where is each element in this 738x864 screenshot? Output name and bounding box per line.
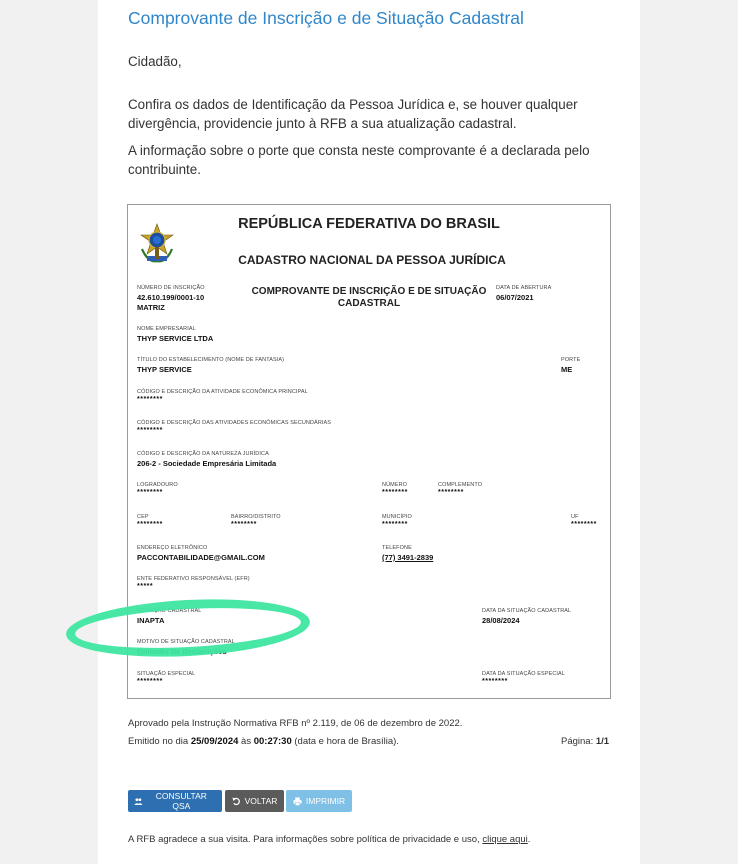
porte-info-paragraph: A informação sobre o porte que consta neste comprovante é a declarada pelo contribuinte. [128, 143, 590, 177]
natureza-label: CÓDIGO E DESCRIÇÃO DA NATUREZA JURÍDICA [137, 451, 269, 457]
logradouro-label: LOGRADOURO [137, 482, 178, 488]
page-number [561, 736, 609, 747]
bairro-label: BAIRRO/DISTRITO [231, 514, 281, 520]
cnpj-header: CADASTRO NACIONAL DA PESSOA JURÍDICA [238, 253, 506, 267]
emitido-date: 25/09/2024 [190, 736, 239, 747]
motivo-label: MOTIVO DE SITUAÇÃO CADASTRAL [137, 639, 235, 645]
consultar-qsa-button[interactable] [128, 790, 222, 812]
republic-header: REPÚBLICA FEDERATIVA DO BRASIL [238, 216, 500, 232]
email-label: ENDEREÇO ELETRÔNICO [137, 545, 208, 551]
email-value: PACCONTABILIDADE@GMAIL.COM [137, 553, 265, 562]
efr-label: ENTE FEDERATIVO RESPONSÁVEL (EFR) [137, 576, 250, 582]
imprimir-button[interactable] [286, 790, 352, 812]
situacao-label: SITUAÇÃO CADASTRAL [137, 608, 202, 614]
data-abertura-value: 06/07/2021 [496, 293, 534, 302]
pagina-value: 1/1 [595, 736, 610, 747]
thanks-sentence: A RFB agradece a sua visita. Para informações sobre política de privacidade e uso, [128, 834, 480, 845]
efr-value: ***** [137, 583, 154, 590]
thanks-text [128, 834, 530, 845]
bairro-value: ******** [231, 521, 257, 528]
uf-value: ******** [571, 521, 597, 528]
emitido-text [128, 736, 399, 747]
fantasia-label: TÍTULO DO ESTABELECIMENTO (NOME DE FANTASIA) [137, 357, 285, 363]
porte-value: ME [561, 365, 573, 374]
emitido-suffix: (data e hora de Brasília). [294, 736, 399, 747]
complemento-value: ******** [438, 489, 464, 496]
data-situacao-especial-label: DATA DA SITUAÇÃO ESPECIAL [482, 671, 565, 677]
porte-label: PORTE [561, 357, 581, 363]
municipio-label: MUNICÍPIO [382, 514, 412, 520]
municipio-value: ******** [382, 521, 408, 528]
atividades-secundarias-value: ******** [137, 427, 163, 434]
certificate-subtitle: COMPROVANTE DE INSCRIÇÃO E DE SITUAÇÃO CADASTRAL [251, 286, 487, 309]
numero-value: ******** [382, 489, 408, 496]
motivo-value: Omissão De Declarações [137, 647, 227, 656]
privacy-link[interactable]: clique aqui [482, 834, 528, 845]
logradouro-value: ******** [137, 489, 163, 496]
numero-inscricao-label: NÚMERO DE INSCRIÇÃO [137, 285, 205, 291]
fantasia-value: THYP SERVICE [137, 365, 192, 374]
emitido-prefix: Emitido no dia [128, 736, 189, 747]
data-situacao-value: 28/08/2024 [482, 616, 520, 625]
instruction-paragraph: Confira os dados de Identificação da Pessoa Jurídica e, se houver qualquer divergência, providencie junto à RFB a sua atualização cadastral. [128, 97, 578, 131]
matriz-value: MATRIZ [137, 303, 165, 312]
page-title: Comprovante de Inscrição e de Situação Cadastral [128, 8, 524, 28]
situacao-especial-value: ******** [137, 678, 163, 685]
telefone-label: TELEFONE [382, 545, 412, 551]
emitido-time: 00:27:30 [253, 736, 292, 747]
numero-inscricao-value: 42.610.199/0001-10 [137, 293, 205, 302]
page-container [98, 0, 640, 864]
data-situacao-label: DATA DA SITUAÇÃO CADASTRAL [482, 608, 572, 614]
situacao-value: INAPTA [137, 616, 165, 625]
data-situacao-especial-value: ******** [482, 678, 508, 685]
greeting-text: Cidadão, [128, 54, 182, 69]
uf-label: UF [571, 514, 579, 520]
numero-label: NÚMERO [382, 482, 408, 488]
voltar-button[interactable] [225, 790, 284, 812]
nome-empresarial-value: THYP SERVICE LTDA [137, 334, 214, 343]
natureza-value: 206-2 - Sociedade Empresária Limitada [137, 459, 277, 468]
atividade-principal-value: ******** [137, 396, 163, 403]
emitido-as: às [241, 736, 252, 747]
imprimir-label: IMPRIMIR [305, 796, 346, 806]
atividade-principal-label: CÓDIGO E DESCRIÇÃO DA ATIVIDADE ECONÔMICA PRINCIPAL [137, 389, 308, 395]
pagina-label: Página: [561, 736, 594, 747]
voltar-label: VOLTAR [244, 796, 278, 806]
users-icon [134, 797, 143, 806]
atividades-secundarias-label: CÓDIGO E DESCRIÇÃO DAS ATIVIDADES ECONÔMICAS SECUNDÁRIAS [137, 420, 332, 426]
cep-value: ******** [137, 521, 163, 528]
telefone-value: (77) 3491-2839 [382, 553, 434, 562]
printer-icon [293, 797, 302, 806]
cep-label: CEP [137, 514, 149, 520]
thanks-end: . [527, 834, 531, 845]
situacao-especial-label: SITUAÇÃO ESPECIAL [137, 671, 196, 677]
data-abertura-label: DATA DE ABERTURA [496, 285, 552, 291]
nome-empresarial-label: NOME EMPRESARIAL [137, 326, 196, 332]
complemento-label: COMPLEMENTO [438, 482, 483, 488]
aprovado-text: Aprovado pela Instrução Normativa RFB nº 2.119, de 06 de dezembro de 2022. [128, 718, 463, 729]
undo-icon [232, 797, 241, 806]
consultar-qsa-label: CONSULTAR QSA [155, 791, 207, 811]
